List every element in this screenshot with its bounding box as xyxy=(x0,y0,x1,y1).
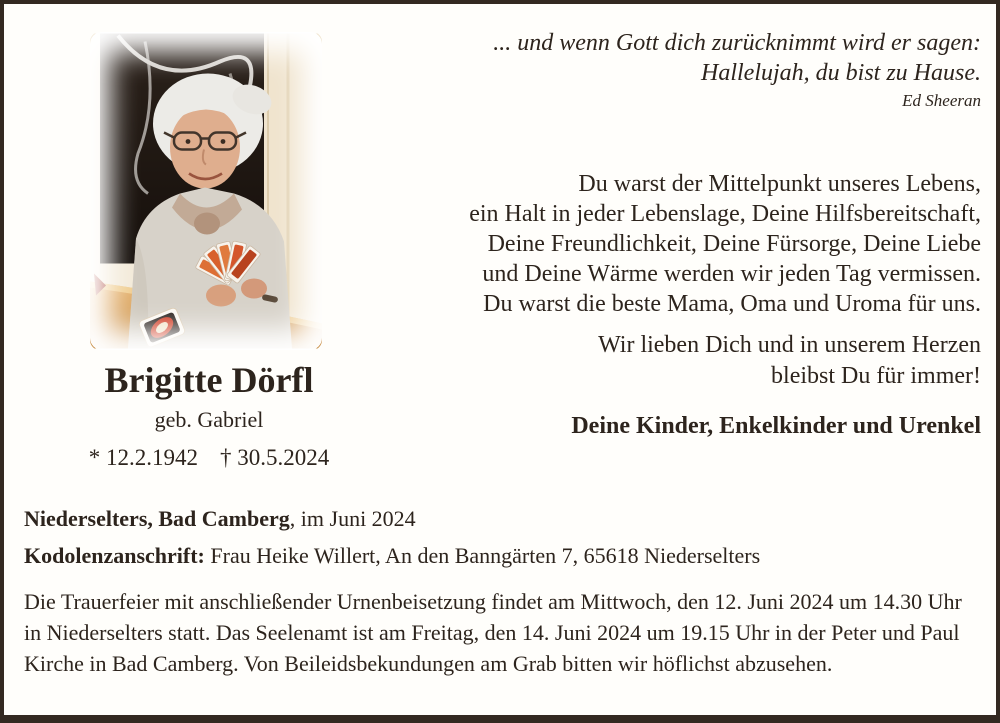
quote-attribution: Ed Sheeran xyxy=(902,91,981,110)
tribute-text xyxy=(361,169,981,319)
tribute-line: Du warst die beste Mama, Oma und Uroma für uns. xyxy=(483,291,981,317)
portrait-photo xyxy=(90,32,322,350)
left-eye xyxy=(186,139,191,144)
right-eye xyxy=(221,139,226,144)
condolence-label: Kodolenzanschrift: xyxy=(24,543,205,568)
death-date: † 30.5.2024 xyxy=(220,445,330,470)
place-names: Niederselters, Bad Camberg xyxy=(24,506,290,531)
place-date-line xyxy=(24,506,416,532)
quote-line-2: Hallelujah, du bist zu Hause. xyxy=(701,60,981,86)
tribute-line: und Deine Wärme werden wir jeden Tag vermissen. xyxy=(482,261,981,287)
family-signature: Deine Kinder, Enkelkinder und Urenkel xyxy=(571,413,981,439)
devotion-line-1: Wir lieben Dich und in unserem Herzen xyxy=(598,332,981,358)
left-hand xyxy=(206,285,236,307)
devotion-text xyxy=(421,330,981,392)
life-dates xyxy=(49,445,369,471)
tribute-line: Du warst der Mittelpunkt unseres Lebens, xyxy=(578,171,981,197)
quote-block xyxy=(381,28,981,112)
place-date-rest: , im Juni 2024 xyxy=(289,506,416,531)
birth-date: * 12.2.1942 xyxy=(88,445,198,470)
maiden-name: geb. Gabriel xyxy=(154,407,264,432)
devotion-line-2: bleibst Du für immer! xyxy=(771,363,981,389)
condolence-address: Frau Heike Willert, An den Banngärten 7, 65618 Niederselters xyxy=(204,543,761,568)
tribute-line: Deine Freundlichkeit, Deine Fürsorge, Deine Liebe xyxy=(487,231,981,257)
condolence-address-line xyxy=(24,543,760,569)
quote-line-1: ... und wenn Gott dich zurücknimmt wird er sagen: xyxy=(493,30,981,56)
deceased-name: Brigitte Dörfl xyxy=(104,360,314,400)
face xyxy=(170,107,240,189)
tribute-line: ein Halt in jeder Lebenslage, Deine Hilfsbereitschaft, xyxy=(469,201,981,227)
scarf-knot xyxy=(194,213,220,235)
funeral-details: Die Trauerfeier mit anschließender Urnenbeisetzung findet am Mittwoch, den 12. Juni 2024 um 14.30 Uhr in Niederselters statt. Das Seelenamt ist am Freitag, den 14. Juni 2024 um 19.15 Uhr in der Peter und Paul Kirche in Bad Camberg. Von Beileidsbekundungen am Grab bitten wir höflichst abzusehen. xyxy=(24,589,962,676)
portrait-photo-illustration xyxy=(90,32,322,350)
deceased-name-block xyxy=(49,360,369,471)
